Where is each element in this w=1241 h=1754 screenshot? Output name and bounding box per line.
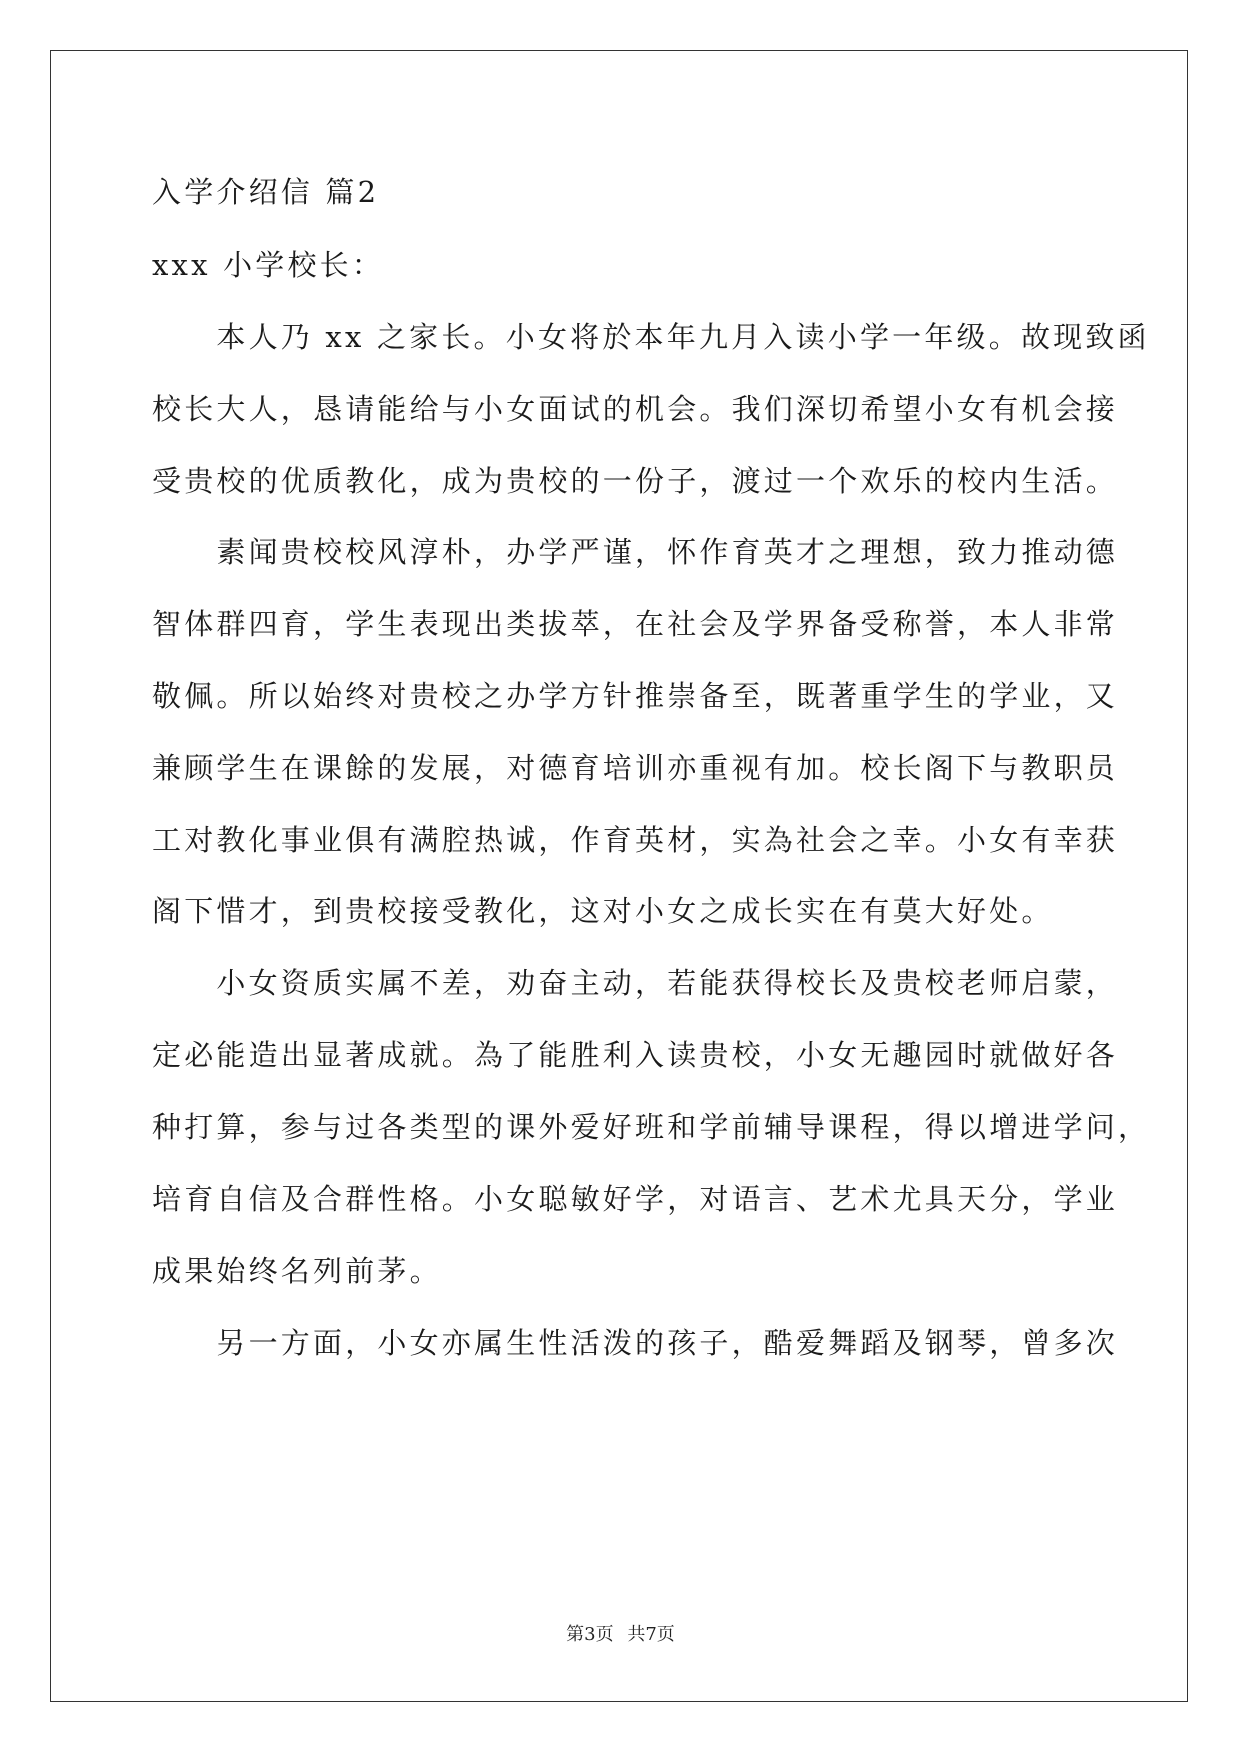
body-line: 智体群四育，学生表现出类拔萃，在社会及学界备受称誉，本人非常 — [152, 607, 1119, 641]
page-number: 第3页 — [566, 1624, 614, 1645]
body-line: 受贵校的优质教化，成为贵校的一份子，渡过一个欢乐的校内生活。 — [152, 464, 1119, 498]
body-line: 另一方面，小女亦属生性活泼的孩子，酷爱舞蹈及钢琴，曾多次 — [152, 1326, 1119, 1360]
page-total: 共7页 — [627, 1624, 675, 1645]
body-line: 阁下惜才，到贵校接受教化，这对小女之成长实在有莫大好处。 — [152, 894, 1054, 928]
body-line: 校长大人，恳请能给与小女面试的机会。我们深切希望小女有机会接 — [152, 392, 1119, 426]
page-border — [50, 50, 1188, 1702]
body-line: 兼顾学生在课餘的发展，对德育培训亦重视有加。校长阁下与教职员 — [152, 751, 1119, 785]
salutation: xxx 小学校长： — [152, 248, 385, 282]
body-line: 敬佩。所以始终对贵校之办学方针推崇备至，既著重学生的学业，又 — [152, 679, 1119, 713]
body-line: 本人乃 xx 之家长。小女将於本年九月入读小学一年级。故现致函 — [152, 320, 1150, 354]
body-line: 小女资质实属不差，劝奋主动，若能获得校长及贵校老师启蒙， — [152, 966, 1119, 1000]
body-line: 工对教化事业俱有满腔热诚，作育英材，实為社会之幸。小女有幸获 — [152, 823, 1119, 857]
body-line: 定必能造出显著成就。為了能胜利入读贵校，小女无趣园时就做好各 — [152, 1038, 1119, 1072]
body-line: 素闻贵校校风淳朴，办学严谨，怀作育英才之理想，致力推动德 — [152, 535, 1119, 569]
document-title: 入学介绍信 篇2 — [152, 175, 380, 209]
page-footer — [0, 1620, 1241, 1646]
body-line: 成果始终名列前茅。 — [152, 1254, 442, 1288]
body-line: 种打算，参与过各类型的课外爱好班和学前辅导课程，得以增进学问， — [152, 1110, 1151, 1144]
body-line: 培育自信及合群性格。小女聪敏好学，对语言、艺术尤具天分，学业 — [152, 1182, 1119, 1216]
